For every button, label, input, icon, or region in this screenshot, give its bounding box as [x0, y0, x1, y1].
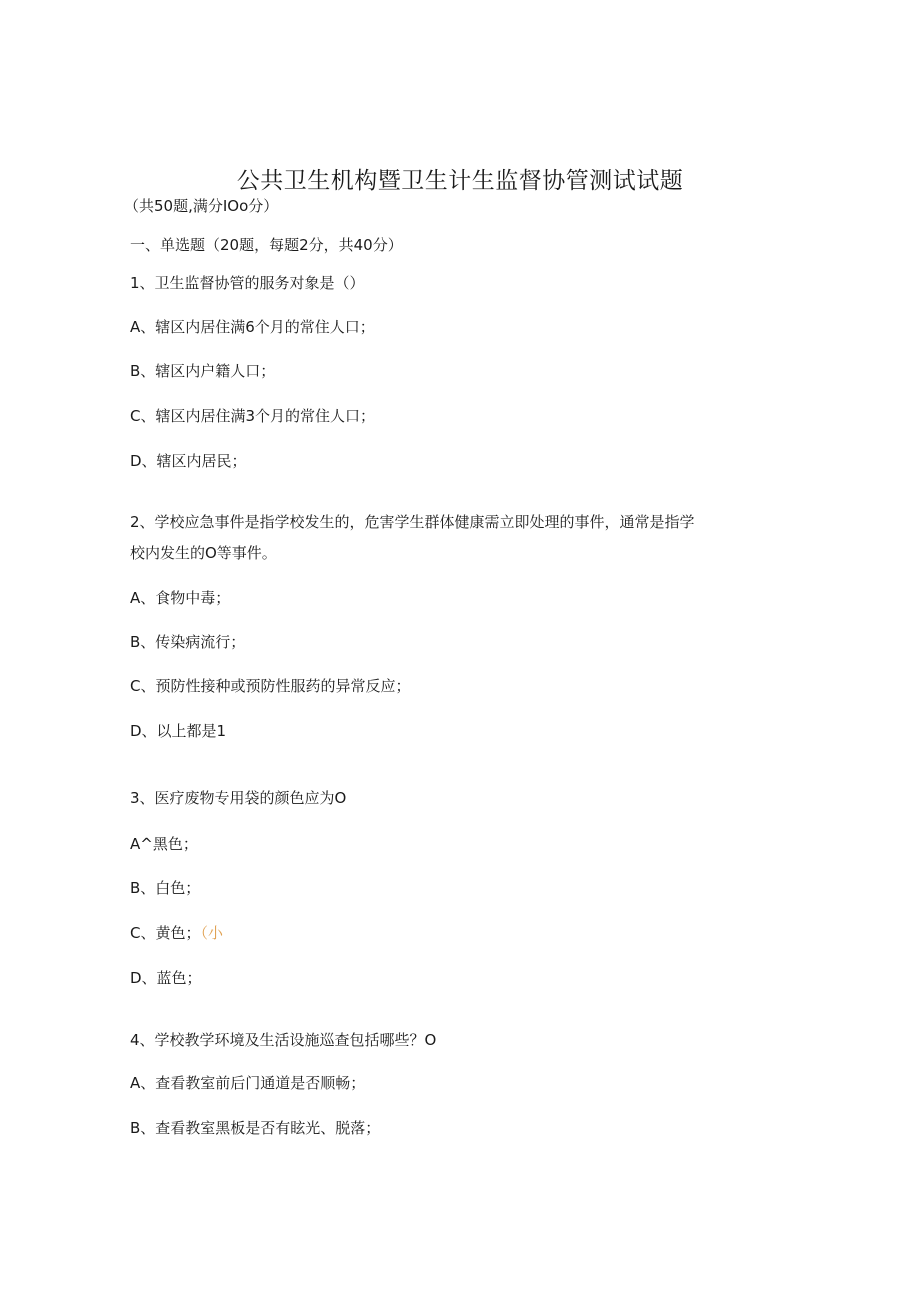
question-3-option-b: B、白色；	[130, 879, 201, 897]
question-4-option-b: B、查看教室黑板是否有眩光、脱落；	[130, 1119, 381, 1137]
question-2-stem-line-1: 2、学校应急事件是指学校发生的，危害学生群体健康需立即处理的事件，通常是指学	[130, 513, 695, 531]
question-3-option-a: A^黑色；	[130, 835, 198, 853]
exam-subtitle: （共50题,满分IOo分）	[124, 197, 279, 215]
page-title: 公共卫生机构暨卫生计生监督协管测试试题	[236, 168, 684, 194]
question-2-option-d: D、以上都是1	[130, 722, 227, 740]
question-2-option-a: A、食物中毒；	[130, 589, 231, 607]
question-3-annotation-mark: （小	[200, 924, 223, 942]
question-1-option-b: B、辖区内户籍人口；	[130, 362, 276, 380]
question-2-stem-line-2: 校内发生的O等事件。	[130, 544, 277, 562]
question-4-stem: 4、学校教学环境及生活设施巡查包括哪些？O	[130, 1031, 437, 1049]
question-2-option-c: C、预防性接种或预防性服药的异常反应；	[130, 677, 411, 695]
question-1-stem: 1、卫生监督协管的服务对象是（）	[130, 274, 365, 292]
question-4-option-a: A、查看教室前后门通道是否顺畅；	[130, 1074, 366, 1092]
question-3-option-d: D、蓝色；	[130, 969, 202, 987]
question-3-option-c-text: C、黄色；	[130, 924, 201, 942]
section-heading: 一、单选题（20题，每题2分，共40分）	[130, 236, 403, 254]
question-1-option-c: C、辖区内居住满3个月的常住人口；	[130, 407, 376, 425]
question-3-option-c	[130, 922, 223, 944]
question-1-option-a: A、辖区内居住满6个月的常住人口；	[130, 318, 375, 336]
question-1-option-d: D、辖区内居民；	[130, 452, 247, 470]
question-3-stem: 3、医疗废物专用袋的颜色应为O	[130, 789, 347, 807]
question-2-option-b: B、传染病流行；	[130, 633, 246, 651]
